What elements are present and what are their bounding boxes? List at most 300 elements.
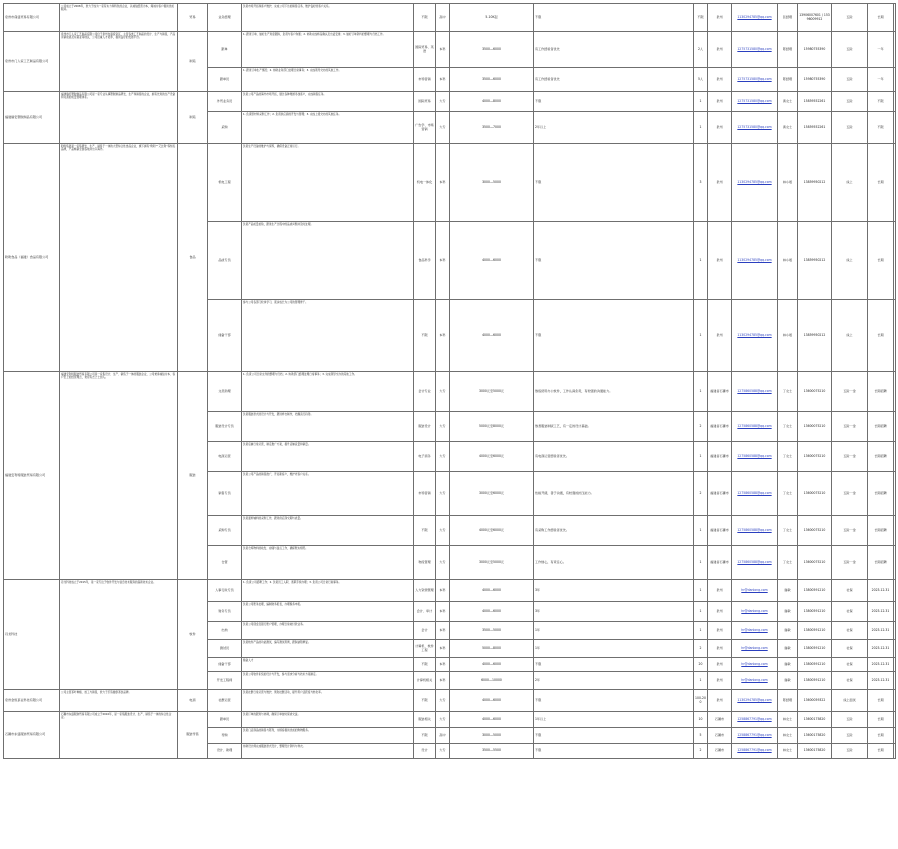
- job-phone: 13859950212: [798, 144, 832, 222]
- job-education: 高中: [436, 728, 450, 744]
- job-duty: 1. 负责公司招聘工作；2. 负责员工入职、离职手续办理；3. 负责公司日常行政事务。: [242, 580, 414, 602]
- job-phone: 15980755390: [798, 32, 832, 68]
- job-contact: 丁女士: [778, 372, 798, 412]
- job-benefit: 线上: [832, 222, 868, 300]
- job-title: 业务经理: [208, 4, 242, 32]
- job-benefit: 五险: [832, 32, 868, 68]
- job-email: [732, 222, 778, 300]
- job-salary: 4000—8000: [450, 92, 534, 112]
- table-row: [4, 32, 896, 68]
- job-term: 2023.12.31: [868, 580, 894, 602]
- job-title: 销售专员: [208, 472, 242, 516]
- job-city: 泉州: [708, 640, 732, 658]
- job-salary: 4000—6000: [450, 222, 534, 300]
- job-phone: 13600075210: [798, 516, 832, 546]
- company-name: 泉州市鼎盛贸易有限公司: [4, 4, 60, 32]
- job-education: 本科: [436, 672, 450, 690]
- job-headcount: 1: [694, 622, 708, 640]
- job-duty: 参与公司各部门轮岗学习，逐步成长为公司的管理骨干。: [242, 300, 414, 372]
- job-salary: 3000元至5000元: [450, 546, 534, 580]
- email-link[interactable]: 1275731580@qq.com: [737, 124, 772, 129]
- job-term: 长期招聘: [868, 516, 894, 546]
- job-term: 长期: [868, 744, 894, 759]
- job-phone: 13600075210: [798, 546, 832, 580]
- job-requirement: 不限: [534, 144, 694, 222]
- job-city: 泉州: [708, 222, 732, 300]
- job-headcount: 1: [694, 516, 708, 546]
- job-term: 长期招聘: [868, 412, 894, 442]
- job-city: 福建省石狮市: [708, 472, 732, 516]
- job-term: 长期: [868, 144, 894, 222]
- job-salary: 3000元至5000元: [450, 372, 534, 412]
- job-contact: 张经理: [778, 4, 798, 32]
- job-contact: 陈经理: [778, 68, 798, 92]
- job-salary: 3500—5500: [450, 744, 534, 759]
- job-education: 大专: [436, 546, 450, 580]
- job-headcount: 1: [694, 442, 708, 472]
- row-spacer: [894, 112, 896, 144]
- job-title: 跟单员: [208, 712, 242, 728]
- job-education: 大专: [436, 712, 450, 728]
- job-requirement: 2年以上: [534, 112, 694, 144]
- job-city: 泉州: [708, 68, 732, 92]
- job-email: [732, 658, 778, 672]
- company-industry: 软件: [178, 580, 208, 690]
- job-duty: 负责门店商品的销售与陈列，为顾客提供优质的购物服务。: [242, 728, 414, 744]
- job-education: 大专: [436, 690, 450, 712]
- job-salary: 6000—10000: [450, 672, 534, 690]
- email-link[interactable]: 1275731580@qq.com: [737, 98, 772, 103]
- job-title: 测试员: [208, 640, 242, 658]
- job-major: 设计: [414, 744, 436, 759]
- job-term: 一年: [868, 68, 894, 92]
- job-headcount: 1: [694, 112, 708, 144]
- job-major: 广告学、市场营销: [414, 112, 436, 144]
- job-phone: 15859552261: [798, 92, 832, 112]
- job-benefit: 五险一金: [832, 546, 868, 580]
- job-phone: 15980755390: [798, 68, 832, 92]
- job-benefit: 社保: [832, 602, 868, 622]
- job-city: 泉州: [708, 672, 732, 690]
- job-title: 财务专员: [208, 602, 242, 622]
- job-benefit: 五险: [832, 92, 868, 112]
- email-link[interactable]: 1275860588@qq.com: [737, 527, 772, 532]
- job-education: 本科: [436, 144, 450, 222]
- row-spacer: [894, 92, 896, 112]
- job-duty: 负责店铺日常运营，制定推广方案，提升店铺流量和销量。: [242, 442, 414, 472]
- job-requirement: 3年: [534, 602, 694, 622]
- job-contact: 黄女士: [778, 112, 798, 144]
- job-email: [732, 712, 778, 728]
- company-name: 泉州市门人家工艺制品有限公司: [4, 32, 60, 92]
- job-contact: 陈经理: [778, 690, 798, 712]
- job-contact: 林小姐: [778, 300, 798, 372]
- job-duty: 负责仓库物料的收发、存储与盘点工作，确保账实相符。: [242, 546, 414, 580]
- email-link[interactable]: 1258867791@qq.com: [737, 748, 772, 753]
- job-duty: 1. 跟进订单生产情况；2. 协助业务部门处理日常事务；3. 完成领导交办的其他工作。: [242, 68, 414, 92]
- job-headcount: 100-200: [694, 690, 708, 712]
- job-education: 本科: [436, 640, 450, 658]
- job-city: 福建省石狮市: [708, 412, 732, 442]
- table-row: [4, 712, 896, 728]
- job-education: 本科: [436, 300, 450, 372]
- job-city: 泉州: [708, 300, 732, 372]
- email-link[interactable]: 1258867791@qq.com: [737, 716, 772, 721]
- email-link[interactable]: hr@danlong.com: [741, 677, 768, 682]
- email-link[interactable]: hr@danlong.com: [741, 661, 768, 666]
- job-major: 国际贸易、英语: [414, 32, 436, 68]
- job-title: 品质专员: [208, 222, 242, 300]
- job-requirement: 1年: [534, 622, 694, 640]
- company-intro: 石狮市东盛服饰贸易有限公司成立于2010年，是一家集服装设计、生产、销售于一体的综合性企业。: [60, 712, 178, 759]
- job-headcount: 1: [694, 580, 708, 602]
- job-city: 福建省石狮市: [708, 372, 732, 412]
- company-intro: 公司成立于2008年，致力于成为一家有实力和特色的企业，以诚信经营为本，竭诚为客户提供优质服务。: [60, 4, 178, 32]
- email-link[interactable]: hr@danlong.com: [741, 608, 768, 613]
- job-education: 本科: [436, 222, 450, 300]
- job-benefit: 五险: [832, 4, 868, 32]
- job-education: 高中: [436, 4, 450, 32]
- job-requirement: 不限: [534, 222, 694, 300]
- job-city: 福建省石狮市: [708, 442, 732, 472]
- email-link[interactable]: hr@danlong.com: [741, 627, 768, 632]
- job-major: 市场营销: [414, 472, 436, 516]
- job-title: 采购专员: [208, 516, 242, 546]
- company-intro: 福建安利特服装贸易有限公司是一家集设计、生产、销售于一体的服装企业，公司秉承诚信为本、客户至上的经营理念，欢迎有志之士加入。: [60, 372, 178, 580]
- job-phone: 13600175820: [798, 744, 832, 759]
- job-education: 本科: [436, 658, 450, 672]
- job-requirement: 不限: [534, 728, 694, 744]
- job-contact: 黄女士: [778, 92, 798, 112]
- row-spacer: [894, 744, 896, 759]
- job-benefit: 社保: [832, 580, 868, 602]
- table-row: [4, 690, 896, 712]
- job-city: 石狮市: [708, 712, 732, 728]
- job-email: [732, 372, 778, 412]
- email-link[interactable]: 1275860588@qq.com: [737, 388, 772, 393]
- job-email: [732, 32, 778, 68]
- job-requirement: 3年: [534, 580, 694, 602]
- job-contact: 丁女士: [778, 516, 798, 546]
- job-benefit: 五险: [832, 744, 868, 759]
- job-contact: 丁女士: [778, 472, 798, 516]
- job-duty: 负责公司账务处理，编制财务报表，办理税务申报。: [242, 602, 414, 622]
- job-headcount: 2: [694, 472, 708, 516]
- job-term: 长期招聘: [868, 442, 894, 472]
- job-email: [732, 744, 778, 759]
- job-major: 不限: [414, 658, 436, 672]
- email-link[interactable]: 1275860588@qq.com: [737, 423, 772, 428]
- job-salary: 3500—7000: [450, 112, 534, 144]
- job-term: 长期: [868, 4, 894, 32]
- job-table-body: [4, 4, 896, 759]
- job-contact: 谢敏: [778, 580, 798, 602]
- job-benefit: 社保: [832, 640, 868, 658]
- table-row: [4, 580, 896, 602]
- job-salary: 3000—5000: [450, 728, 534, 744]
- job-major: 服装相关: [414, 712, 436, 728]
- job-major: 电子商务: [414, 442, 436, 472]
- email-link[interactable]: hr@danlong.com: [741, 645, 768, 650]
- job-benefit: 五险: [832, 68, 868, 92]
- job-benefit: 线上: [832, 144, 868, 222]
- job-title: 开发工程师: [208, 672, 242, 690]
- job-education: 本科: [436, 32, 450, 68]
- job-requirement: 不限: [534, 744, 694, 759]
- job-duty: 负责市场开拓和客户维护，完成公司下达的销售任务，维护良好的客户关系。: [242, 4, 414, 32]
- job-major: 不限: [414, 300, 436, 372]
- job-headcount: 20: [694, 658, 708, 672]
- job-headcount: 1: [694, 672, 708, 690]
- row-spacer: [894, 580, 896, 602]
- job-major: 计算机、软件工程: [414, 640, 436, 658]
- company-name: 福建安利特服装贸易有限公司: [4, 372, 60, 580]
- email-link[interactable]: 1130294785@qq.com: [737, 257, 772, 262]
- job-requirement: 2年: [534, 672, 694, 690]
- job-headcount: 2: [694, 640, 708, 658]
- job-benefit: 五险一金: [832, 442, 868, 472]
- job-title: 电商运营: [208, 442, 242, 472]
- job-education: 大专: [436, 412, 450, 442]
- job-title: 采购: [208, 112, 242, 144]
- job-phone: 13906007601 / 15396009912: [798, 4, 832, 32]
- job-duty: 负责服装款式的设计与开发，跟进样衣制作，把握流行趋势。: [242, 412, 414, 442]
- job-education: 大专: [436, 92, 450, 112]
- job-email: [732, 4, 778, 32]
- row-spacer: [894, 144, 896, 222]
- job-headcount: 1: [694, 372, 708, 412]
- job-duty: 负责产品质量检验，跟进生产过程中的品质问题并及时处理。: [242, 222, 414, 300]
- job-major: 不限: [414, 728, 436, 744]
- row-spacer: [894, 672, 896, 690]
- email-link[interactable]: 1275731580@qq.com: [737, 46, 772, 51]
- job-phone: 13800591210: [798, 580, 832, 602]
- job-email: [732, 300, 778, 372]
- row-spacer: [894, 640, 896, 658]
- job-term: 长期: [868, 712, 894, 728]
- row-spacer: [894, 728, 896, 744]
- job-email: [732, 546, 778, 580]
- job-title: 机电工程: [208, 144, 242, 222]
- email-link[interactable]: 1130294785@qq.com: [737, 14, 772, 19]
- job-benefit: 线上面试: [832, 690, 868, 712]
- job-email: [732, 92, 778, 112]
- job-requirement: 性格开朗，善于沟通，有较强的抗压能力。: [534, 472, 694, 516]
- job-contact: 谢敏: [778, 622, 798, 640]
- job-title: 导购: [208, 728, 242, 744]
- job-requirement: 熟悉服装制版工艺，有一定的设计基础。: [534, 412, 694, 442]
- company-industry: 制造: [178, 92, 208, 144]
- job-phone: 13800591210: [798, 622, 832, 640]
- job-benefit: 线上: [832, 300, 868, 372]
- job-phone: 13800591210: [798, 658, 832, 672]
- job-benefit: 五险一金: [832, 372, 868, 412]
- job-title: 跟单员: [208, 68, 242, 92]
- table-row: [4, 144, 896, 222]
- job-email: [732, 672, 778, 690]
- company-intro: 泉州市门人家工艺制品有限公司位于泉州台商投资区，主营各类工艺制品的设计、生产与销售，产品远销欧美及东南亚等地区，公司注重人才培养，提供良好的发展平台。: [60, 32, 178, 92]
- job-salary: 3000元至6000元: [450, 472, 534, 516]
- job-term: 长期: [868, 300, 894, 372]
- job-major: 计算机相关: [414, 672, 436, 690]
- job-city: 泉州: [708, 112, 732, 144]
- job-requirement: 不限: [534, 690, 694, 712]
- job-major: 不限: [414, 4, 436, 32]
- job-listing-sheet: [3, 3, 895, 846]
- job-contact: 谢敏: [778, 602, 798, 622]
- email-link[interactable]: 1130294785@qq.com: [737, 697, 772, 702]
- job-headcount: 1: [694, 222, 708, 300]
- job-major: 会计、审计: [414, 602, 436, 622]
- job-email: [732, 622, 778, 640]
- row-spacer: [894, 442, 896, 472]
- job-education: 本科: [436, 622, 450, 640]
- company-industry: 服装: [178, 372, 208, 580]
- job-requirement: 不限: [534, 658, 694, 672]
- table-row: [4, 92, 896, 112]
- job-email: [732, 442, 778, 472]
- job-title: 出纳: [208, 622, 242, 640]
- job-contact: 陈经理: [778, 32, 798, 68]
- row-spacer: [894, 32, 896, 68]
- job-salary: 4000—6000: [450, 602, 534, 622]
- job-benefit: 社保: [832, 622, 868, 640]
- job-term: 长期招聘: [868, 372, 894, 412]
- job-email: [732, 472, 778, 516]
- job-duty: 负责生产设备的维护与保养，确保设备正常运行。: [242, 144, 414, 222]
- job-benefit: 五险: [832, 712, 868, 728]
- email-link[interactable]: 1275860588@qq.com: [737, 559, 772, 564]
- job-salary: 4000—6000: [450, 690, 534, 712]
- job-city: 泉州: [708, 32, 732, 68]
- company-name: 石狮市东盛服饰贸易有限公司: [4, 712, 60, 759]
- job-headcount: 2: [694, 412, 708, 442]
- job-duty: 储备人才: [242, 658, 414, 672]
- job-salary: 3500—6000: [450, 32, 534, 68]
- job-headcount: 1: [694, 92, 708, 112]
- job-phone: 13600075210: [798, 372, 832, 412]
- job-requirement: 有工作经验者优先: [534, 32, 694, 68]
- job-duty: 1. 跟进订单，做好生产进度跟踪，负责与客户沟通；2. 协助完成样品确认及出货安排；3. 做好订单资料的整理与归档工作。: [242, 32, 414, 68]
- job-contact: 林女士: [778, 712, 798, 728]
- job-salary: 5000—8000: [450, 640, 534, 658]
- job-duty: 负责公司软件系统的设计与开发，参与需求分析与技术方案制定。: [242, 672, 414, 690]
- job-phone: 13800591210: [798, 672, 832, 690]
- job-education: 大专: [436, 472, 450, 516]
- job-duty: 负责订单的跟进与协调，确保订单按时保质交货。: [242, 712, 414, 728]
- row-spacer: [894, 412, 896, 442]
- company-intro: 福建瑞宏塑胶制品有限公司是一家专业从事塑胶制品研发、生产和销售的企业，拥有先进的生产设备和完善的质量管理体系。: [60, 92, 178, 144]
- job-requirement: 不限: [534, 300, 694, 372]
- job-education: 大专: [436, 516, 450, 546]
- job-phone: 15859552261: [798, 112, 832, 144]
- job-phone: 13600075210: [798, 472, 832, 516]
- row-spacer: [894, 68, 896, 92]
- job-duty: 负责社群日常运营与维护，策划社群活动，提升用户活跃度与转化率。: [242, 690, 414, 712]
- job-requirement: 不限: [534, 92, 694, 112]
- job-major: 服装设计: [414, 412, 436, 442]
- job-term: 长期招聘: [868, 546, 894, 580]
- job-benefit: 五险一金: [832, 472, 868, 516]
- company-intro: 丹龙科技成立于2015年，是一家专注于软件开发与信息技术服务的高新技术企业。: [60, 580, 178, 690]
- job-headcount: 1: [694, 300, 708, 372]
- job-contact: 丁女士: [778, 546, 798, 580]
- email-link[interactable]: 1275860588@qq.com: [737, 453, 772, 458]
- job-city: 泉州: [708, 92, 732, 112]
- job-salary: 3500—5000: [450, 622, 534, 640]
- email-link[interactable]: 1130294785@qq.com: [737, 179, 772, 184]
- job-contact: 谢敏: [778, 640, 798, 658]
- job-salary: 3000—5000: [450, 144, 534, 222]
- job-city: 福建省石狮市: [708, 516, 732, 546]
- company-industry: 电商: [178, 690, 208, 712]
- job-term: 2023.12.31: [868, 672, 894, 690]
- job-major: 不限: [414, 690, 436, 712]
- job-phone: 13600059322: [798, 690, 832, 712]
- job-education: 本科: [436, 580, 450, 602]
- email-link[interactable]: 1130294785@qq.com: [737, 332, 772, 337]
- company-name: 福建瑞宏塑胶制品有限公司: [4, 92, 60, 144]
- email-link[interactable]: hr@danlong.com: [741, 587, 768, 592]
- row-spacer: [894, 516, 896, 546]
- job-requirement: 工作细心，有责任心。: [534, 546, 694, 580]
- job-title: 储备干部: [208, 300, 242, 372]
- job-contact: 丁女士: [778, 412, 798, 442]
- job-term: 一年: [868, 32, 894, 68]
- company-industry: 食品: [178, 144, 208, 372]
- job-email: [732, 728, 778, 744]
- job-requirement: 1年以上: [534, 712, 694, 728]
- email-link[interactable]: 1275860588@qq.com: [737, 490, 772, 495]
- row-spacer: [894, 222, 896, 300]
- row-spacer: [894, 602, 896, 622]
- job-duty: 负责公司现金及银行账户管理，办理日常收付款业务。: [242, 622, 414, 640]
- job-title: 社群运营: [208, 690, 242, 712]
- email-link[interactable]: 1275731580@qq.com: [737, 76, 772, 81]
- job-headcount: 5人: [694, 68, 708, 92]
- job-contact: 谢敏: [778, 672, 798, 690]
- job-title: 外贸业务员: [208, 92, 242, 112]
- job-city: 泉州: [708, 4, 732, 32]
- company-name: 盼盼食品（福建）食品有限公司: [4, 144, 60, 372]
- email-link[interactable]: 1258867791@qq.com: [737, 732, 772, 737]
- job-education: 大专: [436, 112, 450, 144]
- job-city: 福建省石狮市: [708, 546, 732, 580]
- job-major: 物流管理: [414, 546, 436, 580]
- job-requirement: 不限: [534, 4, 694, 32]
- job-phone: 13600075210: [798, 412, 832, 442]
- job-email: [732, 68, 778, 92]
- job-city: 石狮市: [708, 744, 732, 759]
- job-term: 长期招聘: [868, 472, 894, 516]
- job-major: 食品科学: [414, 222, 436, 300]
- company-industry: 制造: [178, 32, 208, 92]
- job-term: 不限: [868, 92, 894, 112]
- job-duty: 负责面料辅料的采购工作，跟进供应商交期与质量。: [242, 516, 414, 546]
- job-headcount: 10: [694, 712, 708, 728]
- job-benefit: 五险: [832, 728, 868, 744]
- job-major: 会计专业: [414, 372, 436, 412]
- table-row: [4, 372, 896, 412]
- job-phone: 13600175820: [798, 728, 832, 744]
- job-email: [732, 516, 778, 546]
- job-salary: 4000—6000: [450, 712, 534, 728]
- job-headcount: 不限: [694, 4, 708, 32]
- job-salary: 4000—6000: [450, 580, 534, 602]
- job-title: 人事行政专员: [208, 580, 242, 602]
- job-duty: 负责公司产品的销售推广，开拓新客户，维护老客户关系。: [242, 472, 414, 516]
- job-city: 泉州: [708, 580, 732, 602]
